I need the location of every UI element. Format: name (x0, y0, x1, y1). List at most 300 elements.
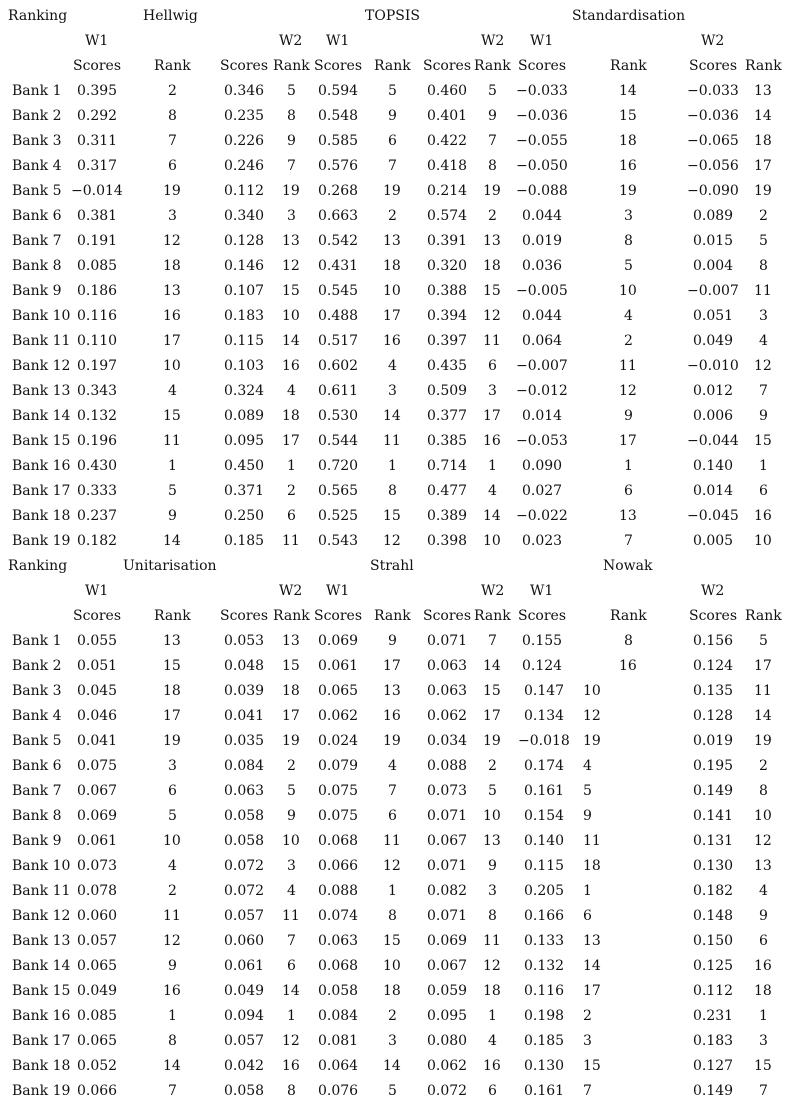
rank-cell: 4 (488, 483, 497, 499)
rank-cell: 10 (282, 308, 300, 324)
score-cell: 0.041 (224, 708, 265, 724)
rank-cell: 13 (483, 833, 501, 849)
rank-cell: 19 (619, 183, 637, 199)
rank-header: Rank (610, 608, 647, 624)
score-cell: 0.082 (427, 883, 468, 899)
score-cell: 0.124 (693, 658, 734, 674)
score-cell: −0.088 (516, 183, 568, 199)
rank-cell: 13 (583, 933, 601, 949)
score-cell: 0.235 (224, 108, 265, 124)
rank-cell: 6 (759, 933, 768, 949)
score-cell: 0.182 (77, 533, 118, 549)
rank-cell: 2 (168, 883, 177, 899)
rank-cell: 5 (488, 783, 497, 799)
rank-cell: 11 (383, 433, 401, 449)
rank-cell: 12 (282, 258, 300, 274)
rank-cell: 5 (287, 83, 296, 99)
score-cell: 0.014 (693, 483, 734, 499)
score-cell: −0.044 (687, 433, 739, 449)
rank-cell: 13 (619, 508, 637, 524)
score-cell: 0.317 (77, 158, 118, 174)
rank-cell: 3 (759, 1033, 768, 1049)
rank-cell: 6 (388, 133, 397, 149)
score-cell: 0.110 (77, 333, 118, 349)
rank-cell: 18 (383, 983, 401, 999)
score-cell: 0.076 (318, 1083, 359, 1099)
rank-cell: 13 (483, 233, 501, 249)
score-cell: 0.185 (524, 1033, 565, 1049)
rank-cell: 8 (287, 1083, 296, 1099)
score-cell: 0.166 (524, 908, 565, 924)
score-cell: 0.226 (224, 133, 265, 149)
rank-cell: 4 (488, 1033, 497, 1049)
rank-cell: 2 (287, 483, 296, 499)
score-cell: 0.155 (522, 633, 563, 649)
weight-header: W2 (279, 583, 303, 599)
score-cell: 0.720 (318, 458, 359, 474)
score-cell: 0.544 (318, 433, 359, 449)
score-cell: 0.128 (224, 233, 265, 249)
rank-cell: 2 (388, 1008, 397, 1024)
score-cell: 0.131 (693, 833, 734, 849)
weight-header: W2 (701, 33, 725, 49)
rank-cell: 1 (759, 1008, 768, 1024)
score-cell: 0.085 (77, 258, 118, 274)
score-cell: 0.103 (224, 358, 265, 374)
rank-cell: 17 (383, 308, 401, 324)
rank-cell: 4 (388, 358, 397, 374)
rank-cell: 1 (388, 458, 397, 474)
bank-label: Bank 18 (12, 508, 71, 524)
score-cell: −0.045 (687, 508, 739, 524)
score-cell: 0.095 (427, 1008, 468, 1024)
score-cell: 0.073 (427, 783, 468, 799)
rank-cell: 13 (754, 83, 772, 99)
rank-cell: 9 (624, 408, 633, 424)
rank-cell: 13 (383, 233, 401, 249)
scores-header: Scores (689, 58, 738, 74)
score-cell: 0.460 (427, 83, 468, 99)
score-cell: −0.010 (687, 358, 739, 374)
rank-cell: 4 (759, 883, 768, 899)
bank-label: Bank 12 (12, 908, 71, 924)
bank-label: Bank 16 (12, 1008, 71, 1024)
rank-cell: 16 (383, 708, 401, 724)
rank-cell: 19 (282, 183, 300, 199)
rank-cell: 17 (483, 708, 501, 724)
rank-cell: 4 (168, 383, 177, 399)
score-cell: 0.088 (427, 758, 468, 774)
weight-header: W2 (279, 33, 303, 49)
score-cell: 0.057 (224, 1033, 265, 1049)
score-cell: 0.130 (693, 858, 734, 874)
score-cell: 0.078 (77, 883, 118, 899)
score-cell: 0.195 (693, 758, 734, 774)
score-cell: 0.053 (224, 633, 265, 649)
score-cell: 0.067 (427, 958, 468, 974)
score-cell: 0.058 (224, 833, 265, 849)
weight-header: W1 (326, 33, 350, 49)
rank-cell: 15 (754, 433, 772, 449)
score-cell: 0.004 (693, 258, 734, 274)
score-cell: 0.237 (77, 508, 118, 524)
bank-label: Bank 5 (12, 183, 62, 199)
rank-cell: 14 (483, 508, 501, 524)
score-cell: 0.542 (318, 233, 359, 249)
bank-label: Bank 4 (12, 158, 62, 174)
rank-cell: 8 (388, 483, 397, 499)
score-cell: 0.071 (427, 633, 468, 649)
rank-cell: 12 (583, 708, 601, 724)
score-cell: 0.090 (522, 458, 563, 474)
rank-cell: 14 (754, 708, 772, 724)
rank-cell: 6 (488, 358, 497, 374)
method-header: Standardisation (572, 8, 686, 24)
score-cell: 0.112 (693, 983, 734, 999)
rank-cell: 15 (483, 283, 501, 299)
score-cell: 0.107 (224, 283, 265, 299)
bank-label: Bank 10 (12, 858, 71, 874)
score-cell: 0.062 (318, 708, 359, 724)
rank-cell: 5 (388, 1083, 397, 1099)
rank-cell: 19 (163, 733, 181, 749)
rank-cell: 9 (488, 108, 497, 124)
scores-header: Scores (314, 608, 363, 624)
score-cell: 0.663 (318, 208, 359, 224)
bank-label: Bank 3 (12, 683, 62, 699)
score-cell: 0.268 (318, 183, 359, 199)
score-cell: 0.418 (427, 158, 468, 174)
rank-cell: 17 (282, 708, 300, 724)
score-cell: 0.072 (224, 858, 265, 874)
rank-header: Rank (745, 608, 782, 624)
score-cell: 0.034 (427, 733, 468, 749)
rank-cell: 2 (488, 208, 497, 224)
score-cell: 0.205 (524, 883, 565, 899)
score-cell: 0.062 (427, 1058, 468, 1074)
rank-cell: 18 (163, 258, 181, 274)
rank-cell: 12 (163, 233, 181, 249)
score-cell: 0.116 (524, 983, 565, 999)
rank-cell: 16 (483, 1058, 501, 1074)
rank-cell: 6 (759, 483, 768, 499)
score-cell: 0.071 (427, 908, 468, 924)
rank-cell: 18 (282, 683, 300, 699)
score-cell: 0.063 (224, 783, 265, 799)
rank-cell: 5 (759, 233, 768, 249)
rank-cell: 1 (759, 458, 768, 474)
rank-cell: 17 (163, 708, 181, 724)
rank-cell: 15 (163, 408, 181, 424)
rank-cell: 4 (287, 383, 296, 399)
rank-cell: 13 (163, 633, 181, 649)
score-cell: 0.115 (524, 858, 565, 874)
score-cell: 0.128 (693, 708, 734, 724)
method-header: Hellwig (143, 8, 198, 24)
rank-cell: 5 (624, 258, 633, 274)
score-cell: −0.090 (687, 183, 739, 199)
score-cell: 0.044 (522, 308, 563, 324)
rank-cell: 15 (754, 1058, 772, 1074)
score-cell: 0.052 (77, 1058, 118, 1074)
rank-cell: 11 (163, 433, 181, 449)
rank-cell: 18 (754, 133, 772, 149)
rank-cell: 3 (388, 1033, 397, 1049)
score-cell: 0.062 (427, 708, 468, 724)
rank-cell: 19 (754, 183, 772, 199)
score-cell: 0.477 (427, 483, 468, 499)
score-cell: 0.124 (522, 658, 563, 674)
score-cell: 0.051 (77, 658, 118, 674)
score-cell: 0.398 (427, 533, 468, 549)
score-cell: 0.063 (427, 683, 468, 699)
rank-cell: 6 (287, 508, 296, 524)
rank-cell: 12 (754, 358, 772, 374)
rank-cell: 11 (483, 933, 501, 949)
bank-label: Bank 18 (12, 1058, 71, 1074)
score-cell: 0.146 (224, 258, 265, 274)
rank-cell: 14 (282, 333, 300, 349)
bank-label: Bank 6 (12, 208, 62, 224)
rank-cell: 14 (383, 408, 401, 424)
rank-cell: 3 (168, 758, 177, 774)
score-cell: 0.068 (318, 833, 359, 849)
score-cell: 0.058 (318, 983, 359, 999)
rank-cell: 16 (163, 983, 181, 999)
rank-cell: 7 (488, 633, 497, 649)
bank-label: Bank 2 (12, 658, 62, 674)
score-cell: 0.051 (693, 308, 734, 324)
score-cell: 0.072 (224, 883, 265, 899)
rank-cell: 8 (168, 1033, 177, 1049)
rank-cell: 6 (624, 483, 633, 499)
rank-cell: 13 (383, 683, 401, 699)
score-cell: 0.115 (224, 333, 265, 349)
score-cell: 0.064 (522, 333, 563, 349)
score-cell: 0.132 (77, 408, 118, 424)
score-cell: 0.072 (427, 1083, 468, 1099)
rank-cell: 4 (583, 758, 592, 774)
rank-cell: 2 (624, 333, 633, 349)
bank-label: Bank 8 (12, 808, 62, 824)
score-cell: 0.148 (693, 908, 734, 924)
bank-label: Bank 8 (12, 258, 62, 274)
score-cell: 0.545 (318, 283, 359, 299)
score-cell: 0.611 (318, 383, 359, 399)
rank-cell: 7 (388, 783, 397, 799)
bank-label: Bank 6 (12, 758, 62, 774)
rank-cell: 16 (483, 433, 501, 449)
method-header: Strahl (370, 558, 414, 574)
rank-cell: 18 (163, 683, 181, 699)
score-cell: 0.060 (224, 933, 265, 949)
rank-header: Rank (374, 58, 411, 74)
rank-cell: 8 (624, 233, 633, 249)
rank-cell: 14 (583, 958, 601, 974)
rank-cell: 7 (388, 158, 397, 174)
score-cell: 0.130 (524, 1058, 565, 1074)
score-cell: 0.012 (693, 383, 734, 399)
score-cell: 0.065 (318, 683, 359, 699)
weight-header: W1 (85, 33, 109, 49)
score-cell: 0.585 (318, 133, 359, 149)
rank-cell: 15 (383, 933, 401, 949)
score-cell: 0.320 (427, 258, 468, 274)
score-cell: 0.292 (77, 108, 118, 124)
rank-cell: 1 (168, 458, 177, 474)
rank-cell: 10 (619, 283, 637, 299)
rank-cell: 16 (282, 1058, 300, 1074)
rank-cell: 10 (163, 833, 181, 849)
score-cell: 0.042 (224, 1058, 265, 1074)
weight-header: W1 (326, 583, 350, 599)
score-cell: 0.174 (524, 758, 565, 774)
score-cell: 0.041 (77, 733, 118, 749)
score-cell: −0.012 (516, 383, 568, 399)
bank-label: Bank 17 (12, 1033, 71, 1049)
rank-cell: 17 (619, 433, 637, 449)
score-cell: 0.395 (77, 83, 118, 99)
rank-cell: 10 (754, 533, 772, 549)
rank-cell: 3 (759, 308, 768, 324)
rank-cell: 15 (163, 658, 181, 674)
bank-label: Bank 9 (12, 283, 62, 299)
score-cell: −0.022 (516, 508, 568, 524)
rank-cell: 18 (483, 983, 501, 999)
rank-cell: 18 (282, 408, 300, 424)
rank-cell: 11 (282, 533, 300, 549)
rank-cell: 18 (619, 133, 637, 149)
rank-header: Rank (474, 608, 511, 624)
rank-cell: 14 (483, 658, 501, 674)
rank-header: Rank (273, 58, 310, 74)
rank-header: Rank (474, 58, 511, 74)
rank-cell: 14 (383, 1058, 401, 1074)
rank-cell: 9 (168, 958, 177, 974)
rank-cell: 1 (287, 458, 296, 474)
score-cell: 0.035 (224, 733, 265, 749)
rank-cell: 6 (168, 158, 177, 174)
rank-cell: 19 (483, 733, 501, 749)
rank-cell: 12 (383, 858, 401, 874)
rank-cell: 2 (583, 1008, 592, 1024)
score-cell: 0.389 (427, 508, 468, 524)
rank-cell: 9 (168, 508, 177, 524)
score-cell: 0.058 (224, 808, 265, 824)
rank-cell: 3 (583, 1033, 592, 1049)
score-cell: 0.085 (77, 1008, 118, 1024)
rank-cell: 19 (163, 183, 181, 199)
rank-cell: 8 (759, 783, 768, 799)
score-cell: −0.036 (516, 108, 568, 124)
rank-header: Rank (610, 58, 647, 74)
score-cell: 0.067 (427, 833, 468, 849)
rank-cell: 1 (488, 1008, 497, 1024)
score-cell: 0.422 (427, 133, 468, 149)
rank-cell: 19 (282, 733, 300, 749)
bank-label: Bank 2 (12, 108, 62, 124)
score-cell: 0.185 (224, 533, 265, 549)
rank-cell: 7 (287, 933, 296, 949)
bank-label: Bank 7 (12, 783, 62, 799)
rank-cell: 16 (754, 958, 772, 974)
bank-label: Bank 5 (12, 733, 62, 749)
rank-cell: 7 (583, 1083, 592, 1099)
rank-cell: 12 (483, 308, 501, 324)
rank-cell: 7 (168, 1083, 177, 1099)
score-cell: 0.517 (318, 333, 359, 349)
rank-cell: 4 (759, 333, 768, 349)
rank-cell: 15 (282, 283, 300, 299)
score-cell: 0.147 (524, 683, 565, 699)
rank-cell: 9 (287, 133, 296, 149)
rank-cell: 9 (759, 408, 768, 424)
rank-cell: 19 (483, 183, 501, 199)
bank-label: Bank 17 (12, 483, 71, 499)
rank-cell: 12 (754, 833, 772, 849)
bank-label: Bank 13 (12, 383, 71, 399)
rank-cell: 18 (483, 258, 501, 274)
rank-cell: 7 (287, 158, 296, 174)
rank-cell: 4 (624, 308, 633, 324)
rank-cell: 13 (282, 633, 300, 649)
score-cell: 0.058 (224, 1083, 265, 1099)
bank-label: Bank 3 (12, 133, 62, 149)
score-cell: 0.049 (77, 983, 118, 999)
rank-cell: 18 (583, 858, 601, 874)
score-cell: 0.116 (77, 308, 118, 324)
score-cell: 0.061 (224, 958, 265, 974)
score-cell: 0.125 (693, 958, 734, 974)
score-cell: 0.073 (77, 858, 118, 874)
score-cell: 0.397 (427, 333, 468, 349)
rank-cell: 9 (488, 858, 497, 874)
score-cell: 0.084 (224, 758, 265, 774)
bank-label: Bank 4 (12, 708, 62, 724)
rank-cell: 12 (383, 533, 401, 549)
rank-cell: 5 (488, 83, 497, 99)
rank-cell: 8 (488, 158, 497, 174)
rank-cell: 9 (388, 108, 397, 124)
score-cell: 0.005 (693, 533, 734, 549)
score-cell: 0.057 (77, 933, 118, 949)
rank-cell: 3 (287, 858, 296, 874)
weight-header: W2 (701, 583, 725, 599)
rank-cell: 1 (388, 883, 397, 899)
rank-cell: 18 (383, 258, 401, 274)
rank-cell: 2 (759, 758, 768, 774)
bank-label: Bank 14 (12, 958, 71, 974)
rank-cell: 6 (388, 808, 397, 824)
score-cell: 0.134 (524, 708, 565, 724)
score-cell: 0.149 (693, 783, 734, 799)
rank-cell: 16 (619, 158, 637, 174)
score-cell: 0.067 (77, 783, 118, 799)
score-cell: 0.602 (318, 358, 359, 374)
rank-cell: 5 (759, 633, 768, 649)
score-cell: −0.036 (687, 108, 739, 124)
rank-cell: 16 (163, 308, 181, 324)
method-header: Nowak (603, 558, 653, 574)
weight-header: W2 (481, 33, 505, 49)
rank-header: Rank (154, 608, 191, 624)
score-cell: 0.149 (693, 1083, 734, 1099)
score-cell: 0.161 (524, 1083, 565, 1099)
rank-cell: 14 (754, 108, 772, 124)
rank-cell: 5 (168, 808, 177, 824)
score-cell: 0.069 (427, 933, 468, 949)
rank-cell: 8 (287, 108, 296, 124)
